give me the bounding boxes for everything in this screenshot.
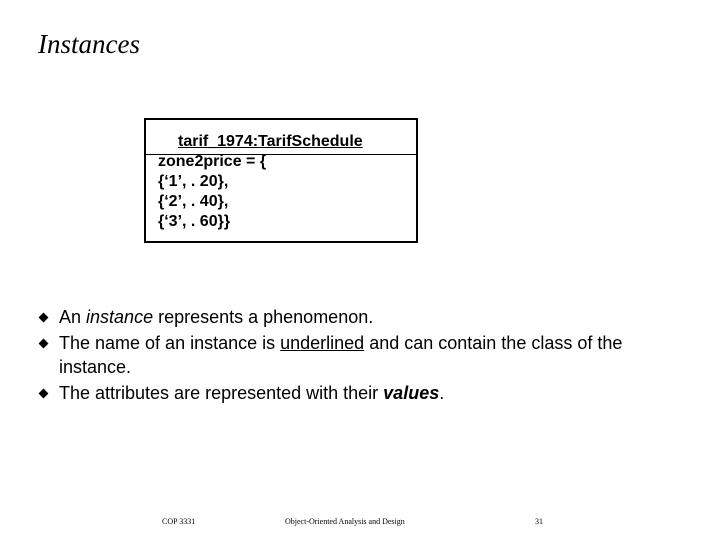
footer-page-number: 31: [535, 517, 543, 526]
bullet-item: [38, 381, 678, 405]
bullet-text: The name of an instance is: [59, 333, 281, 353]
footer-course: COP 3331: [162, 517, 196, 526]
bullet-text: An: [59, 307, 87, 327]
bullet-text: .: [439, 383, 445, 403]
diamond-bullet-icon: [39, 389, 49, 399]
bold-emphasis-text: values: [383, 383, 440, 403]
attribute-line: {‘3’, . 60}}: [158, 213, 231, 230]
footer-subject: Object-Oriented Analysis and Design: [285, 517, 405, 526]
underlined-text: underlined: [280, 333, 365, 353]
attribute-line: {‘1’, . 20},: [158, 173, 229, 190]
bullet-item: [38, 305, 678, 329]
instance-name: tarif_1974:TarifSchedule: [178, 133, 363, 150]
bullet-text: represents a phenomenon.: [153, 307, 374, 327]
instance-diagram-box: [144, 118, 418, 243]
bullet-text: The attributes are represented with their: [59, 383, 384, 403]
bullet-list: [38, 305, 678, 407]
diamond-bullet-icon: [39, 313, 49, 323]
attribute-line: {‘2’, . 40},: [158, 193, 229, 210]
bullet-item: [38, 331, 678, 379]
slide-title: Instances: [38, 29, 140, 59]
emphasis-text: instance: [86, 307, 154, 327]
diamond-bullet-icon: [39, 339, 49, 349]
attribute-compartment: [158, 152, 266, 232]
attribute-line: zone2price = {: [158, 153, 267, 170]
bullet-text: and can contain the class of the instance.: [59, 333, 623, 377]
